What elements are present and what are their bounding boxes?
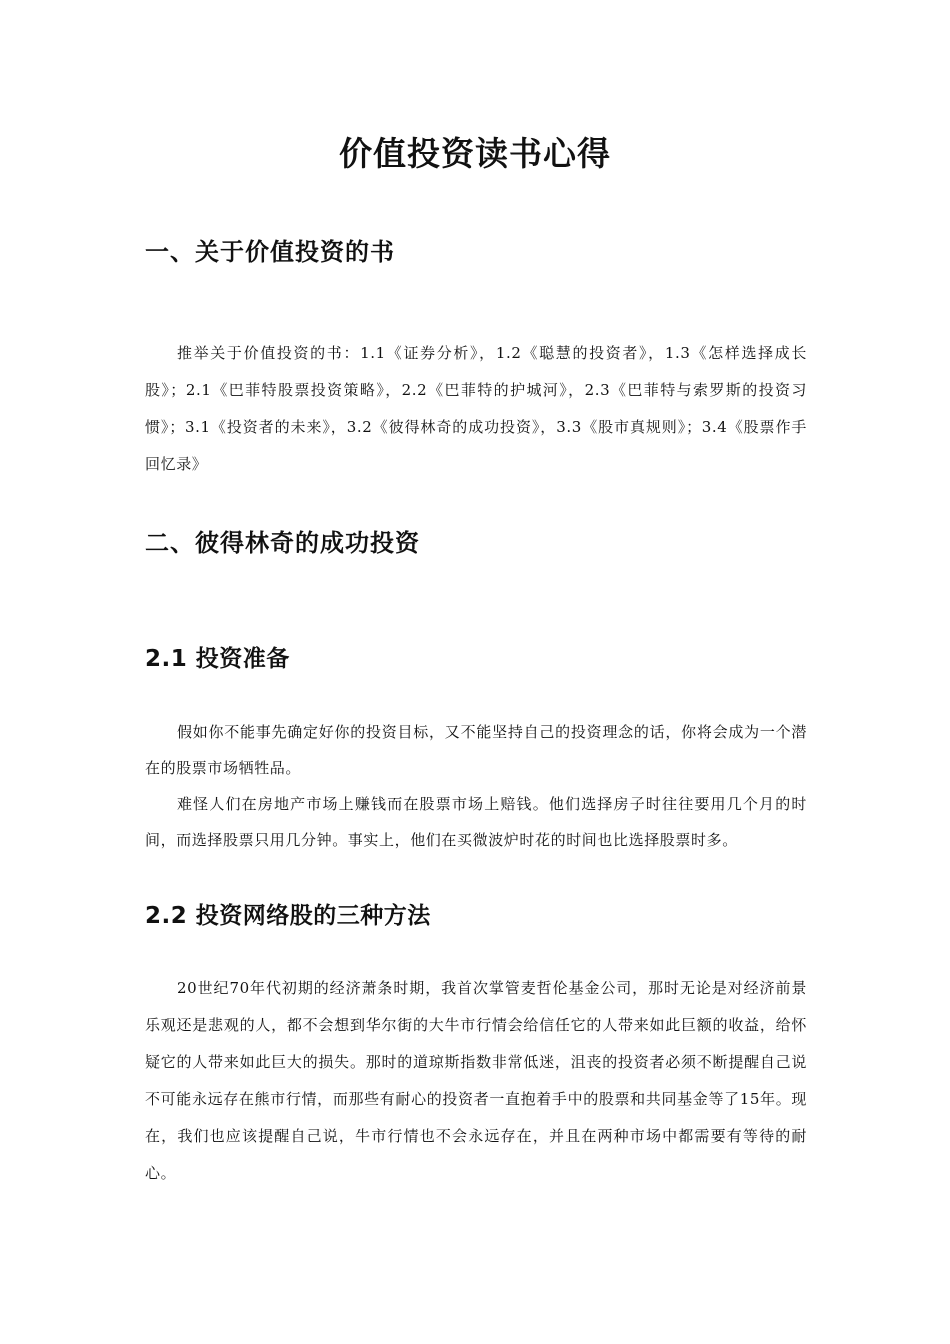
subsection-heading-internet-stocks: 2.2 投资网络股的三种方法 <box>145 903 431 929</box>
document-title: 价值投资读书心得 <box>339 134 611 173</box>
paragraph-real-estate-vs-stocks: 难怪人们在房地产市场上赚钱而在股票市场上赔钱。他们选择房子时往往要用几个月的时间，而选择股票只用几分钟。事实上，他们在买微波炉时花的时间也比选择股票时多。 <box>145 795 807 849</box>
subsection-heading-preparation: 2.1 投资准备 <box>145 646 290 672</box>
section-heading-books: 一、关于价值投资的书 <box>145 238 395 266</box>
paragraph-book-list: 推举关于价值投资的书：1.1《证券分析》，1.2《聪慧的投资者》，1.3《怎样选择成长股》；2.1《巴菲特股票投资策略》，2.2《巴菲特的护城河》，2.3《巴菲特与索罗斯的投资习惯》；3.1《投资者的未来》，3.2《彼得林奇的成功投资》，3.3《股市真规则》；3.4《股票作手回忆录》 <box>145 344 807 473</box>
paragraph-investment-goals: 假如你不能事先确定好你的投资目标，又不能坚持自己的投资理念的话，你将会成为一个潜在的股票市场牺牲品。 <box>145 723 807 777</box>
paragraph-market-patience: 20世纪70年代初期的经济萧条时期，我首次掌管麦哲伦基金公司，那时无论是对经济前景乐观还是悲观的人，都不会想到华尔街的大牛市行情会给信任它的人带来如此巨额的收益，给怀疑它的人带来如此巨大的损失。那时的道琼斯指数非常低迷，沮丧的投资者必须不断提醒自己说不可能永远存在熊市行情，而那些有耐心的投资者一直抱着手中的股票和共同基金等了15年。现在，我们也应该提醒自己说，牛市行情也不会永远存在，并且在两种市场中都需要有等待的耐心。 <box>145 979 807 1182</box>
section-heading-peter-lynch: 二、彼得林奇的成功投资 <box>145 529 420 557</box>
